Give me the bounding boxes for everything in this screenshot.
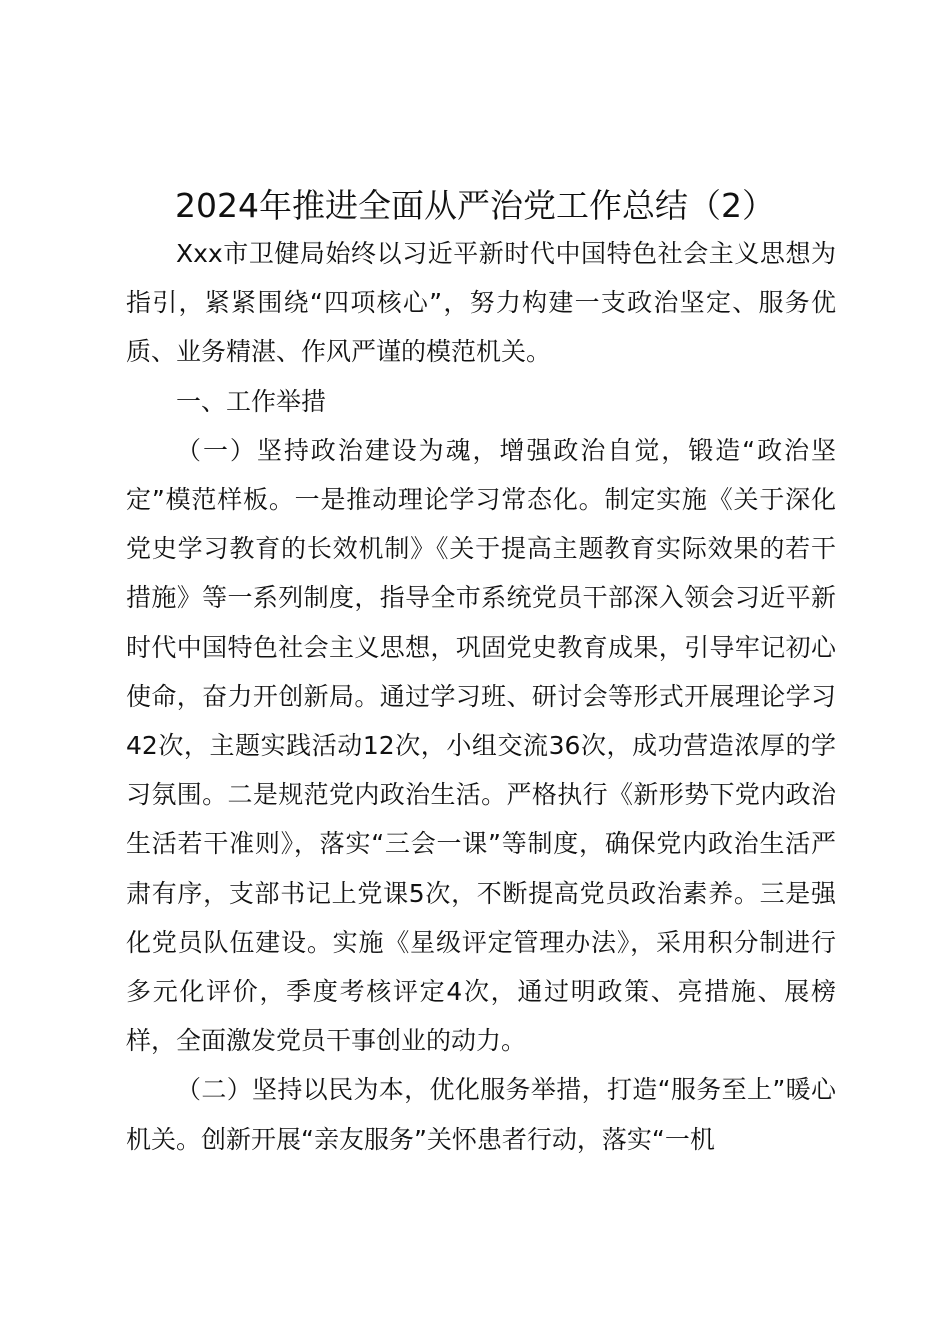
paragraph-intro: Xxx市卫健局始终以习近平新时代中国特色社会主义思想为指引，紧紧围绕“四项核心”，努力构建一支政治坚定、服务优质、业务精湛、作风严谨的模范机关。 bbox=[126, 239, 836, 367]
document-title: 2024年推进全面从严治党工作总结（2） bbox=[175, 186, 775, 225]
paragraph-people-first: （二）坚持以民为本，优化服务举措，打造“服务至上”暖心机关。创新开展“亲友服务”关怀患者行动，落实“一机 bbox=[126, 1075, 836, 1154]
section-heading-measures: 一、工作举措 bbox=[176, 386, 327, 416]
document-body bbox=[126, 229, 836, 1164]
paragraph-political-building: （一）坚持政治建设为魂，增强政治自觉，锻造“政治坚定”模范样板。一是推动理论学习常态化。制定实施《关于深化党史学习教育的长效机制》《关于提高主题教育实际效果的若干措施》等一系列制度，指导全市系统党员干部深入领会习近平新时代中国特色社会主义思想，巩固党史教育成果，引导牢记初心使命，奋力开创新局。通过学习班、研讨会等形式开展理论学习42次，主题实践活动12次，小组交流36次，成功营造浓厚的学习氛围。二是规范党内政治生活。严格执行《新形势下党内政治生活若干准则》，落实“三会一课”等制度，确保党内政治生活严肃有序，支部书记上党课5次，不断提高党员政治素养。三是强化党员队伍建设。实施《星级评定管理办法》，采用积分制进行多元化评价，季度考核评定4次，通过明政策、亮措施、展榜样，全面激发党员干事创业的动力。 bbox=[126, 435, 836, 1056]
